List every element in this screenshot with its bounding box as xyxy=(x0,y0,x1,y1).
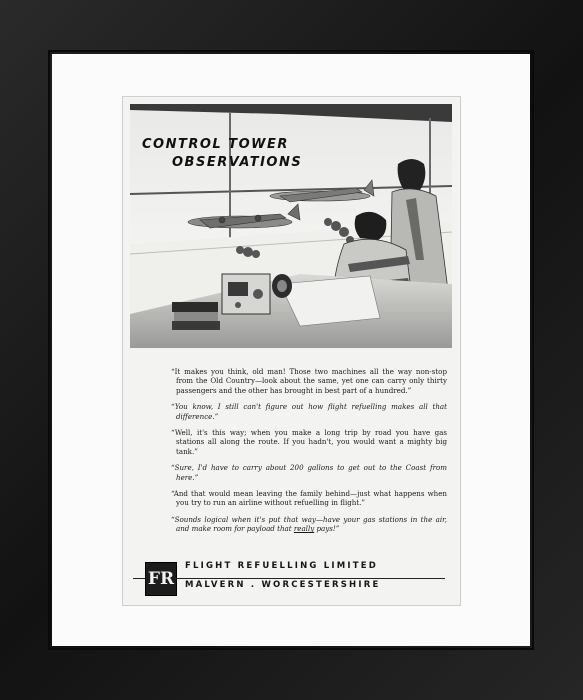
dialogue-copy xyxy=(171,367,447,541)
company-footer xyxy=(133,558,451,598)
headline-line-2: OBSERVATIONS xyxy=(172,155,303,170)
fr-logo: FR xyxy=(145,562,177,596)
last-quote-after: pays!” xyxy=(314,524,340,534)
control-tower-illustration xyxy=(130,104,452,348)
footer-rule-right xyxy=(175,578,445,579)
dialogue-paragraph-2: “You know, I still can't figure out how flight refuelling makes all that difference.” xyxy=(171,402,447,421)
dialogue-paragraph-4: “Sure, I'd have to carry about 200 gallons to get out to the Coast from here.” xyxy=(171,463,447,482)
advertisement-poster xyxy=(122,96,461,606)
company-location: MALVERN . WORCESTERSHIRE xyxy=(185,580,381,590)
last-quote-before: “Sounds logical when it's put that way—have your gas stations in the air, and make room for payload that xyxy=(171,514,447,534)
company-name: FLIGHT REFUELLING LIMITED xyxy=(185,561,379,571)
dialogue-paragraph-6 xyxy=(171,515,447,534)
dialogue-paragraph-3: “Well, it's this way; when you make a long trip by road you have gas stations all along the route. If you hadn't, you would want a mighty big tank.” xyxy=(171,428,447,456)
dialogue-paragraph-5: “And that would mean leaving the family behind—just what happens when you try to run an airline without refuelling in flight.” xyxy=(171,489,447,508)
footer-rule-left xyxy=(133,578,145,579)
last-quote-emphasis: really xyxy=(293,524,315,534)
headline xyxy=(142,136,342,172)
headline-line-1: CONTROL TOWER xyxy=(142,137,289,152)
dialogue-paragraph-1: “It makes you think, old man! Those two machines all the way non-stop from the Old Country—look about the same, yet one can carry only thirty passengers and the other has brought in best part of a hundred.” xyxy=(171,367,447,395)
